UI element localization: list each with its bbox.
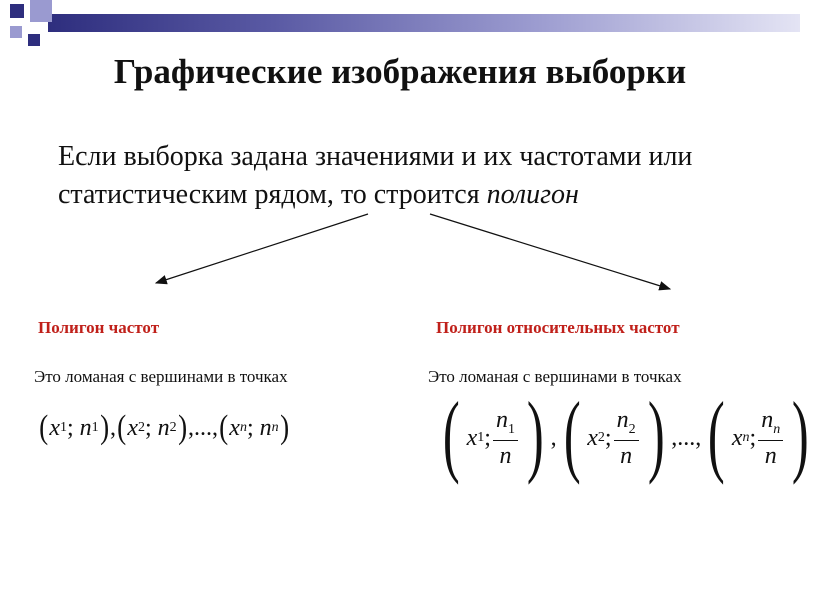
intro-text: Если выборка задана значениями и их частотами или статистическим рядом, то строится (58, 141, 693, 210)
arrow-right (430, 214, 670, 289)
right-formula: ( x 1 ; $\frac{n_1}{n}$ ) , ( x 2 ; $\frac{n_2}{n}$ ) , ..., ( x n ; $\frac{n_n}{n}$ ) (442, 383, 809, 485)
left-formula: ( x 1 ; n 1 ) , ( x 2 ; n 2 ) , ..., ( x n ; n n ) (39, 409, 289, 446)
right-description: Это ломаная с вершинами в точках (428, 367, 682, 386)
slide-title: Графические изображения выборки (113, 52, 687, 91)
left-heading: Полигон частот (38, 318, 160, 337)
arrow-left (156, 214, 368, 283)
intro-emphasis: полигон (486, 179, 579, 210)
right-heading: Полигон относительных частот (436, 318, 680, 337)
left-description: Это ломаная с вершинами в точках (34, 367, 288, 386)
